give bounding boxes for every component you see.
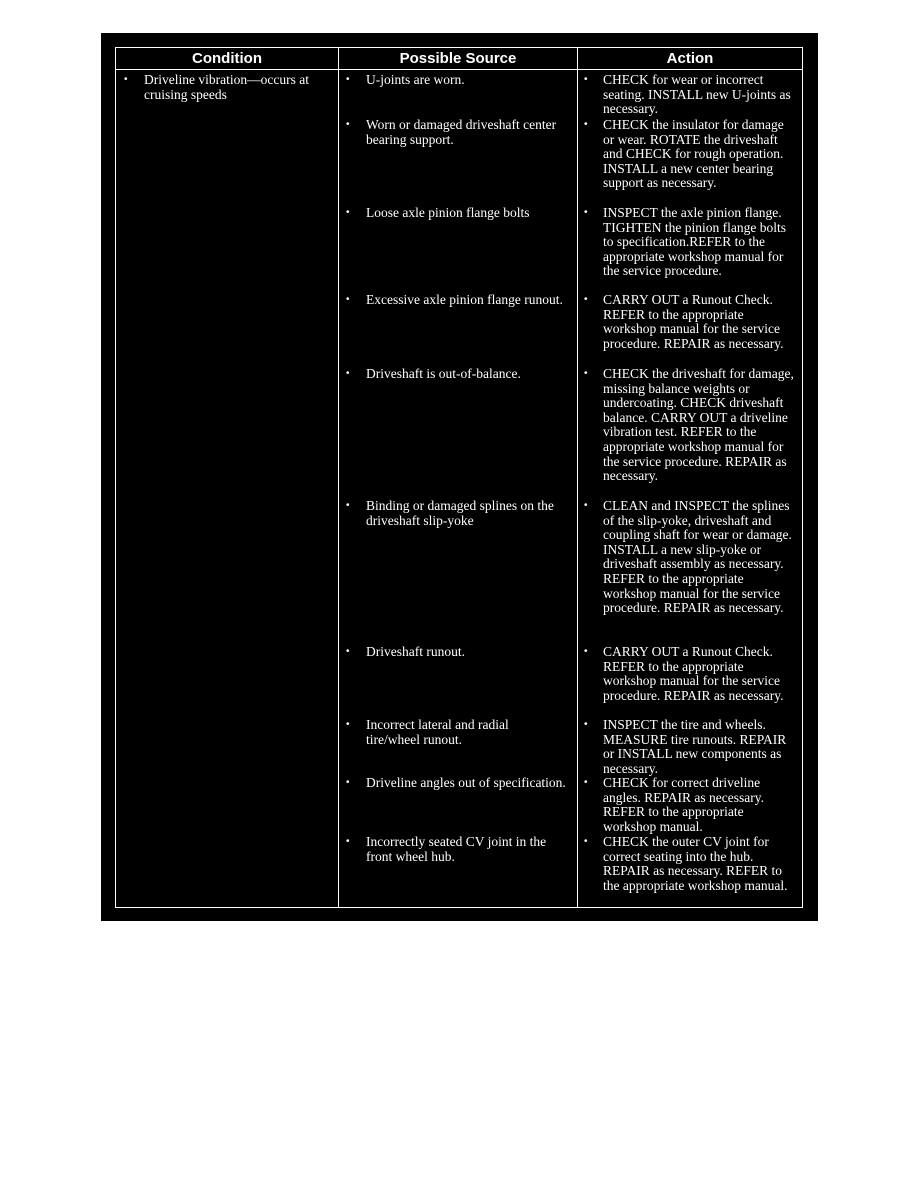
column-divider [338,48,339,907]
action-text: INSPECT the tire and wheels. MEASURE tire runouts. REPAIR or INSTALL new components as necessary. [603,717,787,776]
source-text: Incorrect lateral and radial tire/wheel runout. [366,717,509,747]
bullet: • [584,119,588,130]
action-text: CHECK for correct driveline angles. REPAIR as necessary. REFER to the appropriate workshop manual. [603,775,764,834]
bullet: • [346,74,350,85]
bullet: • [584,836,588,847]
bullet: • [346,368,350,379]
bullet: • [124,74,128,85]
source-text: Incorrectly seated CV joint in the front wheel hub. [366,834,547,864]
action-text: CHECK for wear or incorrect seating. INSTALL new U-joints as necessary. [603,72,791,117]
action-text: CLEAN and INSPECT the splines of the slip-yoke, driveshaft and coupling shaft for wear or damage. INSTALL a new slip-yoke or driveshaft assembly as necessary. REFER to the appropriate workshop manual for the service procedure. REPAIR as necessary. [603,498,792,616]
bullet: • [346,294,350,305]
source-text: Worn or damaged driveshaft center bearing support. [366,117,557,147]
bullet: • [346,719,350,730]
source-text: Loose axle pinion flange bolts [366,205,530,220]
action-text: INSPECT the axle pinion flange. TIGHTEN the pinion flange bolts to specification.REFER to the appropriate workshop manual for the service procedure. [603,205,786,279]
source-text: Driveshaft is out-of-balance. [366,366,521,381]
bullet: • [346,646,350,657]
action-text: CHECK the insulator for damage or wear. ROTATE the driveshaft and CHECK for rough operation. INSTALL a new center bearing support as necessary. [603,117,784,191]
bullet: • [584,74,588,85]
bullet: • [584,719,588,730]
bullet: • [346,777,350,788]
diagnosis-table [115,47,803,908]
source-text: Excessive axle pinion flange runout. [366,292,563,307]
condition-text: Driveline vibration—occurs at cruising speeds [144,72,309,102]
action-text: CHECK the outer CV joint for correct seating into the hub. REPAIR as necessary. REFER to the appropriate workshop manual. [603,834,788,893]
column-divider [577,48,578,907]
bullet: • [584,294,588,305]
action-text: CARRY OUT a Runout Check. REFER to the appropriate workshop manual for the service procedure. REPAIR as necessary. [603,644,784,703]
header-condition: Condition [116,48,338,70]
bullet: • [584,500,588,511]
bullet: • [346,836,350,847]
bullet: • [346,500,350,511]
bullet: • [584,368,588,379]
document-panel [101,33,818,921]
bullet: • [346,207,350,218]
action-text: CARRY OUT a Runout Check. REFER to the appropriate workshop manual for the service procedure. REPAIR as necessary. [603,292,784,351]
bullet: • [346,119,350,130]
bullet: • [584,646,588,657]
source-text: Binding or damaged splines on the driveshaft slip-yoke [366,498,554,528]
action-text: CHECK the driveshaft for damage, missing balance weights or undercoating. CHECK driveshaft balance. CARRY OUT a driveline vibration test. REFER to the appropriate workshop manual for the service procedure. REPAIR as necessary. [603,366,794,484]
source-text: Driveline angles out of specification. [366,775,566,790]
source-text: U-joints are worn. [366,72,465,87]
bullet: • [584,777,588,788]
source-text: Driveshaft runout. [366,644,465,659]
header-action: Action [578,48,802,70]
header-possible-source: Possible Source [339,48,577,70]
bullet: • [584,207,588,218]
